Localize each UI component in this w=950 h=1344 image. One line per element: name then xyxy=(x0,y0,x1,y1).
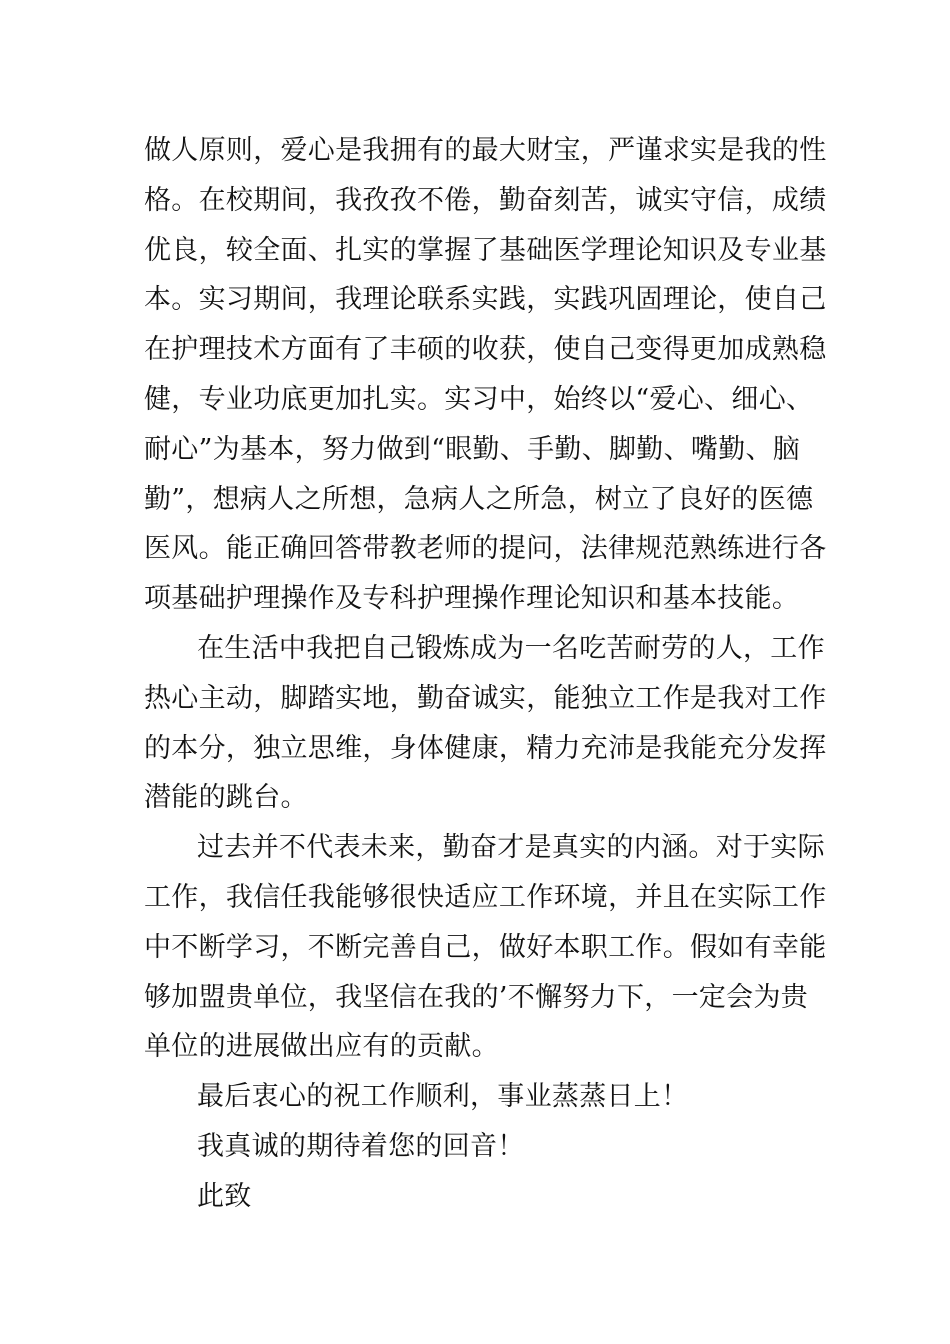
text-line: 做人原则，爱心是我拥有的最大财宝，严谨求实是我的性 xyxy=(144,135,827,166)
text-line: 热心主动，脚踏实地，勤奋诚实，能独立工作是我对工作 xyxy=(144,682,827,714)
text-line: 在护理技术方面有了丰硕的收获，使自己变得更加成熟稳 xyxy=(144,334,827,366)
text-line: 格。在校期间，我孜孜不倦，勤奋刻苦，诚实守信，成绩 xyxy=(144,184,827,216)
text-line: 勤”，想病人之所想，急病人之所急，树立了良好的医德 xyxy=(144,483,814,515)
text-line: 项基础护理操作及专科护理操作理论知识和基本技能。 xyxy=(144,583,800,615)
paragraph-start-line: 过去并不代表未来，勤奋才是真实的内涵。对于实际 xyxy=(197,832,825,864)
text-line: 工作，我信任我能够很快适应工作环境，并且在实际工作 xyxy=(144,881,827,913)
text-line: 单位的进展做出应有的贡献。 xyxy=(144,1031,499,1063)
salutation-line: 此致 xyxy=(197,1180,252,1212)
paragraph-start-line: 在生活中我把自己锻炼成为一名吃苦耐劳的人，工作 xyxy=(197,632,825,664)
text-line: 医风。能正确回答带教老师的提问，法律规范熟练进行各 xyxy=(144,533,827,565)
closing-expectation-line: 我真诚的期待着您的回音！ xyxy=(197,1130,525,1162)
text-line: 的本分，独立思维，身体健康，精力充沛是我能充分发挥 xyxy=(144,732,827,764)
text-line: 本。实习期间，我理论联系实践，实践巩固理论，使自己 xyxy=(144,284,827,316)
letter-body xyxy=(144,126,827,1222)
text-line: 耐心”为基本，努力做到“眼勤、手勤、脚勤、嘴勤、脑 xyxy=(144,433,801,465)
text-line: 优良，较全面、扎实的掌握了基础医学理论知识及专业基 xyxy=(144,234,827,266)
text-line: 潜能的跳台。 xyxy=(144,782,308,814)
closing-wish-line: 最后衷心的祝工作顺利，事业蒸蒸日上！ xyxy=(197,1081,689,1113)
text-line: 健，专业功底更加扎实。实习中，始终以“爱心、细心、 xyxy=(144,383,814,415)
text-line: 中不断学习，不断完善自己，做好本职工作。假如有幸能 xyxy=(144,931,827,963)
text-line: 够加盟贵单位，我坚信在我的’不懈努力下，一定会为贵 xyxy=(144,981,809,1013)
